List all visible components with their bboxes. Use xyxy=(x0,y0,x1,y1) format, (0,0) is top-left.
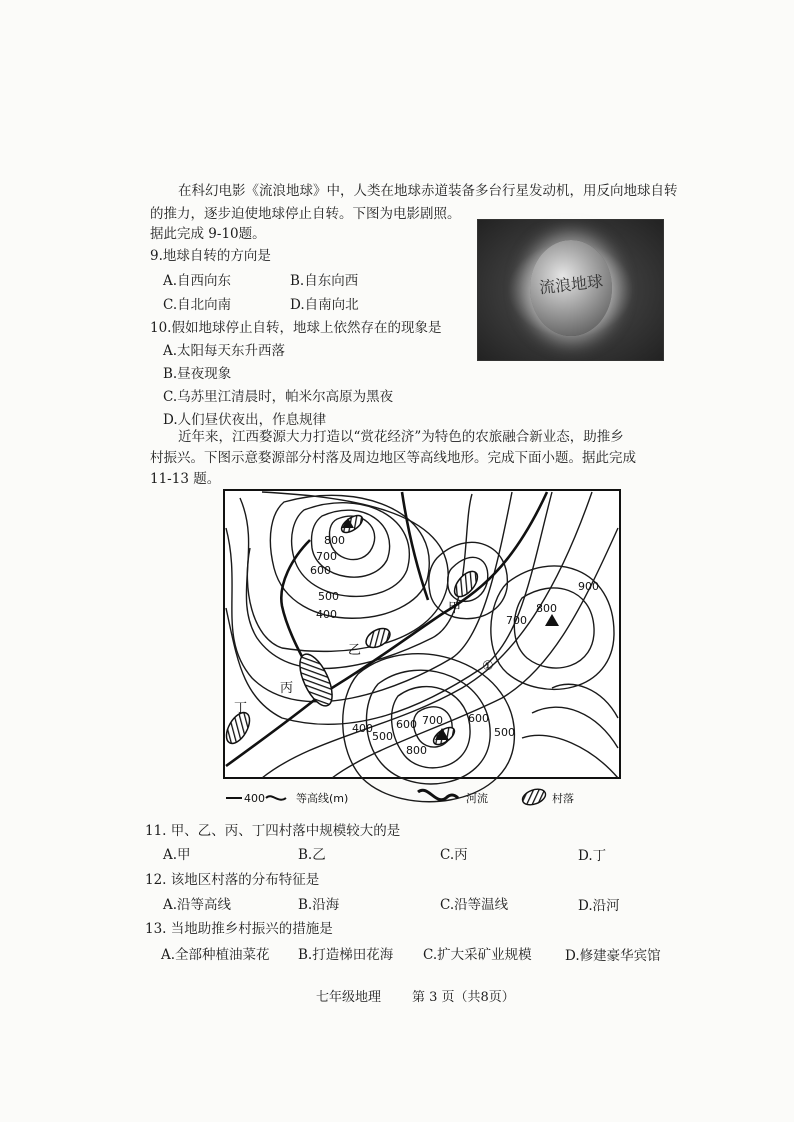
contour-label: 600 xyxy=(310,564,331,577)
movie-still-image xyxy=(477,219,664,361)
question-12-option-a: A.沿等高线 xyxy=(163,897,232,913)
legend-contour-value: 400 xyxy=(244,792,265,805)
village-label-ding: 丁 xyxy=(234,701,248,716)
intro-line-3: 据此完成 9-10题。 xyxy=(150,226,266,242)
contour-label: 800 xyxy=(536,602,557,615)
question-9-option-b: B.自东向西 xyxy=(290,273,359,289)
footer-subject: 七年级地理 xyxy=(316,990,382,1005)
question-11-option-d: D.丁 xyxy=(578,848,607,864)
contour-label: 400 xyxy=(352,722,373,735)
question-9-option-c: C.自北向南 xyxy=(163,297,232,313)
footer-page-number: 第 3 页（共8页） xyxy=(412,990,515,1005)
question-9-stem: 9.地球自转的方向是 xyxy=(150,248,271,264)
contour-label: 400 xyxy=(316,608,337,621)
question-10-option-d: D.人们昼伏夜出，作息规律 xyxy=(163,412,327,428)
intro-line-1: 在科幻电影《流浪地球》中，人类在地球赤道装备多台行星发动机，用反向地球自转 xyxy=(178,183,678,199)
question-9-option-a: A.自西向东 xyxy=(163,273,232,289)
question-12-stem: 12. 该地区村落的分布特征是 xyxy=(145,872,320,888)
village-label-jia: 甲 xyxy=(448,601,462,616)
map-legend xyxy=(226,786,574,807)
intro2-line-3: 11-13 题。 xyxy=(150,471,221,487)
question-10-option-b: B.昼夜现象 xyxy=(163,366,232,382)
contour-label: 900 xyxy=(578,580,599,593)
question-13-option-c: C.扩大采矿业规模 xyxy=(423,947,532,963)
question-12-option-b: B.沿海 xyxy=(298,897,340,913)
contour-label: 500 xyxy=(372,730,393,743)
contour-label: 500 xyxy=(318,590,339,603)
legend-village: 村落 xyxy=(552,792,574,805)
question-10-option-a: A.太阳每天东升西落 xyxy=(163,343,286,359)
question-9-option-d: D.自南向北 xyxy=(290,297,359,313)
question-13-option-d: D.修建豪华宾馆 xyxy=(565,948,661,964)
movie-title-glyph: 流浪地球 xyxy=(538,271,604,298)
contour-label: 600 xyxy=(396,718,417,731)
contour-label: 800 xyxy=(406,744,427,757)
contour-label: 500 xyxy=(494,726,515,739)
intro2-line-1: 近年来，江西婺源大力打造以“赏花经济”为特色的农旅融合新业态，助推乡 xyxy=(178,429,624,445)
legend-contour: 等高线(m) xyxy=(296,792,349,805)
question-13-option-a: A.全部种植油菜花 xyxy=(161,947,270,963)
question-11-option-a: A.甲 xyxy=(163,847,191,863)
question-12-option-c: C.沿等温线 xyxy=(440,897,509,913)
question-11-option-c: C.丙 xyxy=(440,847,468,863)
contour-label: 700 xyxy=(316,550,337,563)
intro2-line-2: 村振兴。下图示意婺源部分村落及周边地区等高线地形。完成下面小题。据此完成 xyxy=(150,450,636,466)
intro-line-2: 的推力，逐步迫使地球停止自转。下图为电影剧照。 xyxy=(150,206,461,222)
question-13-option-b: B.打造梯田花海 xyxy=(298,947,394,963)
question-11-stem: 11. 甲、乙、丙、丁四村落中规模较大的是 xyxy=(145,823,401,839)
village-label-bing: 丙 xyxy=(280,681,294,696)
legend-village-icon xyxy=(520,786,547,807)
legend-river: 河流 xyxy=(466,792,488,805)
question-13-stem: 13. 当地助推乡村振兴的措施是 xyxy=(145,921,333,937)
village-label-yi: 乙 xyxy=(348,643,362,658)
legend-river-icon xyxy=(418,790,458,800)
map-marker-1: ① xyxy=(482,659,494,674)
contour-map xyxy=(222,488,622,816)
contour-label: 800 xyxy=(324,534,345,547)
question-10-stem: 10.假如地球停止自转，地球上依然存在的现象是 xyxy=(150,320,442,336)
contour-label: 700 xyxy=(506,614,527,627)
question-10-option-c: C.乌苏里江清晨时，帕米尔高原为黑夜 xyxy=(163,389,394,405)
question-11-option-b: B.乙 xyxy=(298,847,326,863)
contour-label: 600 xyxy=(468,712,489,725)
contour-label: 700 xyxy=(422,714,443,727)
question-12-option-d: D.沿河 xyxy=(578,898,620,914)
